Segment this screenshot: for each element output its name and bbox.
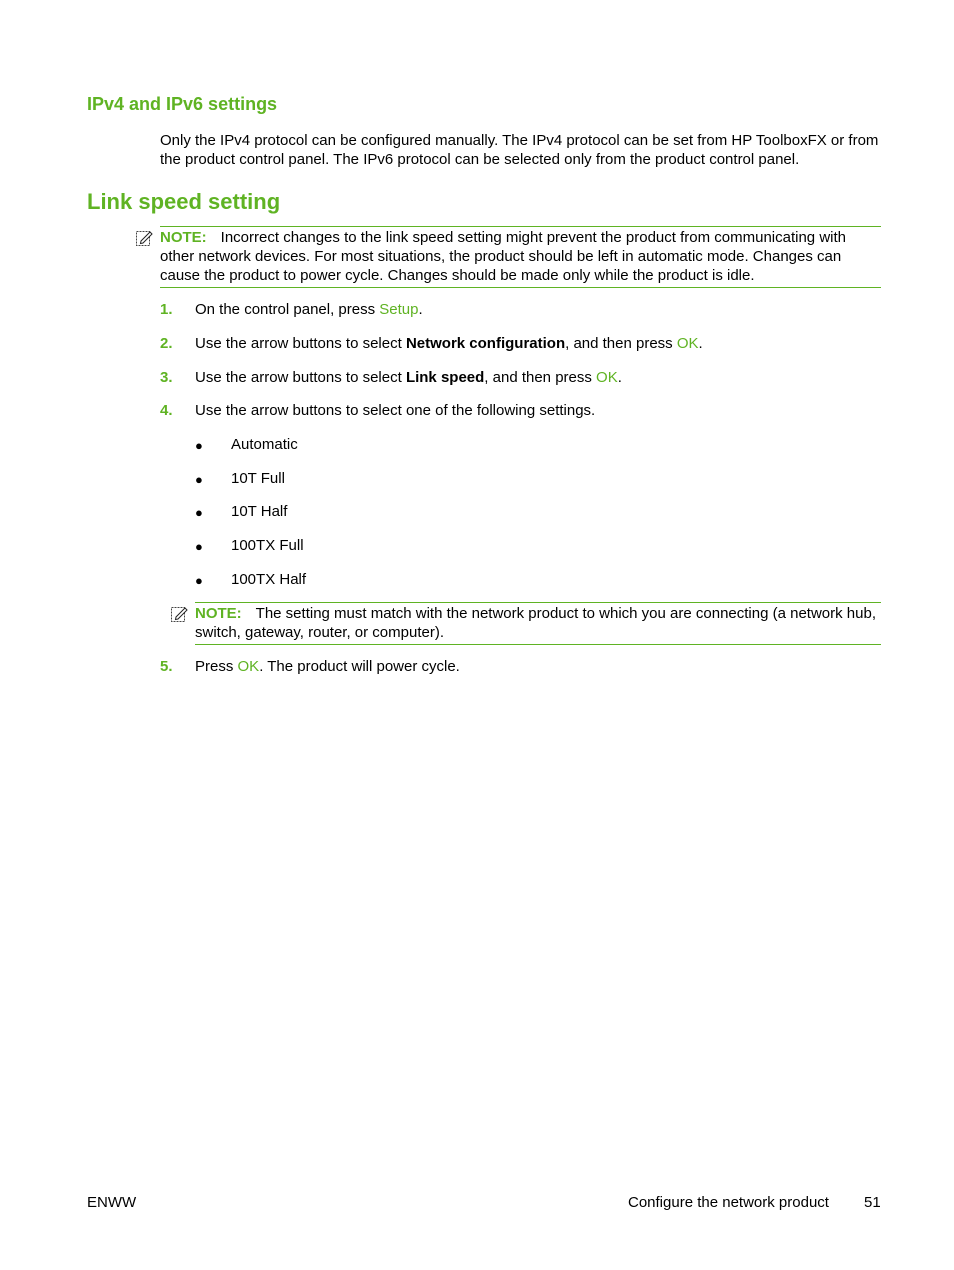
note-link-speed-warning bbox=[160, 226, 881, 288]
step-text: On the control panel, press Setup. bbox=[195, 301, 423, 318]
menu-item-name: Network configuration bbox=[405, 335, 566, 352]
control-panel-key: OK bbox=[596, 369, 618, 386]
step-text: Press OK. The product will power cycle. bbox=[195, 658, 460, 675]
menu-item-name: Link speed bbox=[405, 369, 485, 386]
option-item: 10T Half bbox=[231, 503, 288, 520]
footer-doc-id: ENWW bbox=[87, 1194, 137, 1211]
ipv-settings-heading: IPv4 and IPv6 settings bbox=[87, 94, 278, 114]
step-number: 4. bbox=[160, 402, 173, 419]
bullet-icon: ● bbox=[195, 539, 203, 554]
footer-section-title: Configure the network product bbox=[628, 1194, 829, 1211]
step-number: 5. bbox=[160, 658, 173, 675]
note-text: Incorrect changes to the link speed setting might prevent the product from communicating with other network devices. For most situations, the product should be left in automatic mode. Changes can cause the product to power cycle. Changes should be made only while the product is idle. bbox=[160, 229, 846, 284]
bullet-icon: ● bbox=[195, 573, 203, 588]
bullet-icon: ● bbox=[195, 505, 203, 520]
option-item: 10T Full bbox=[231, 470, 285, 487]
note-label: NOTE: bbox=[195, 605, 242, 622]
link-speed-heading: Link speed setting bbox=[87, 189, 281, 214]
control-panel-key: Setup bbox=[379, 301, 419, 318]
step-number: 2. bbox=[160, 335, 173, 352]
note-label: NOTE: bbox=[160, 229, 207, 246]
page-number: 51 bbox=[864, 1194, 881, 1211]
control-panel-key: OK bbox=[237, 658, 260, 675]
option-item: 100TX Half bbox=[231, 571, 307, 588]
ipv-settings-body: Only the IPv4 protocol can be configured manually. The IPv4 protocol can be set from HP ToolboxFX or from the product control panel. The IPv6 protocol can be selected only from the product control panel. bbox=[160, 132, 879, 168]
step-number: 3. bbox=[160, 369, 173, 386]
option-item: Automatic bbox=[231, 436, 298, 453]
bullet-icon: ● bbox=[195, 438, 203, 453]
control-panel-key: OK bbox=[676, 335, 699, 352]
note-setting-match bbox=[195, 602, 881, 645]
step-number: 1. bbox=[160, 301, 173, 318]
note-pencil-icon bbox=[135, 229, 153, 247]
step-text: Use the arrow buttons to select Network configuration, and then press OK. bbox=[195, 335, 703, 352]
bullet-icon: ● bbox=[195, 472, 203, 487]
note-pencil-icon bbox=[170, 605, 188, 623]
step-text: Use the arrow buttons to select one of the following settings. bbox=[195, 402, 596, 419]
note-text: The setting must match with the network product to which you are connecting (a network hub, switch, gateway, router, or computer). bbox=[195, 605, 876, 641]
option-item: 100TX Full bbox=[231, 537, 304, 554]
step-text: Use the arrow buttons to select Link speed, and then press OK. bbox=[195, 369, 622, 386]
